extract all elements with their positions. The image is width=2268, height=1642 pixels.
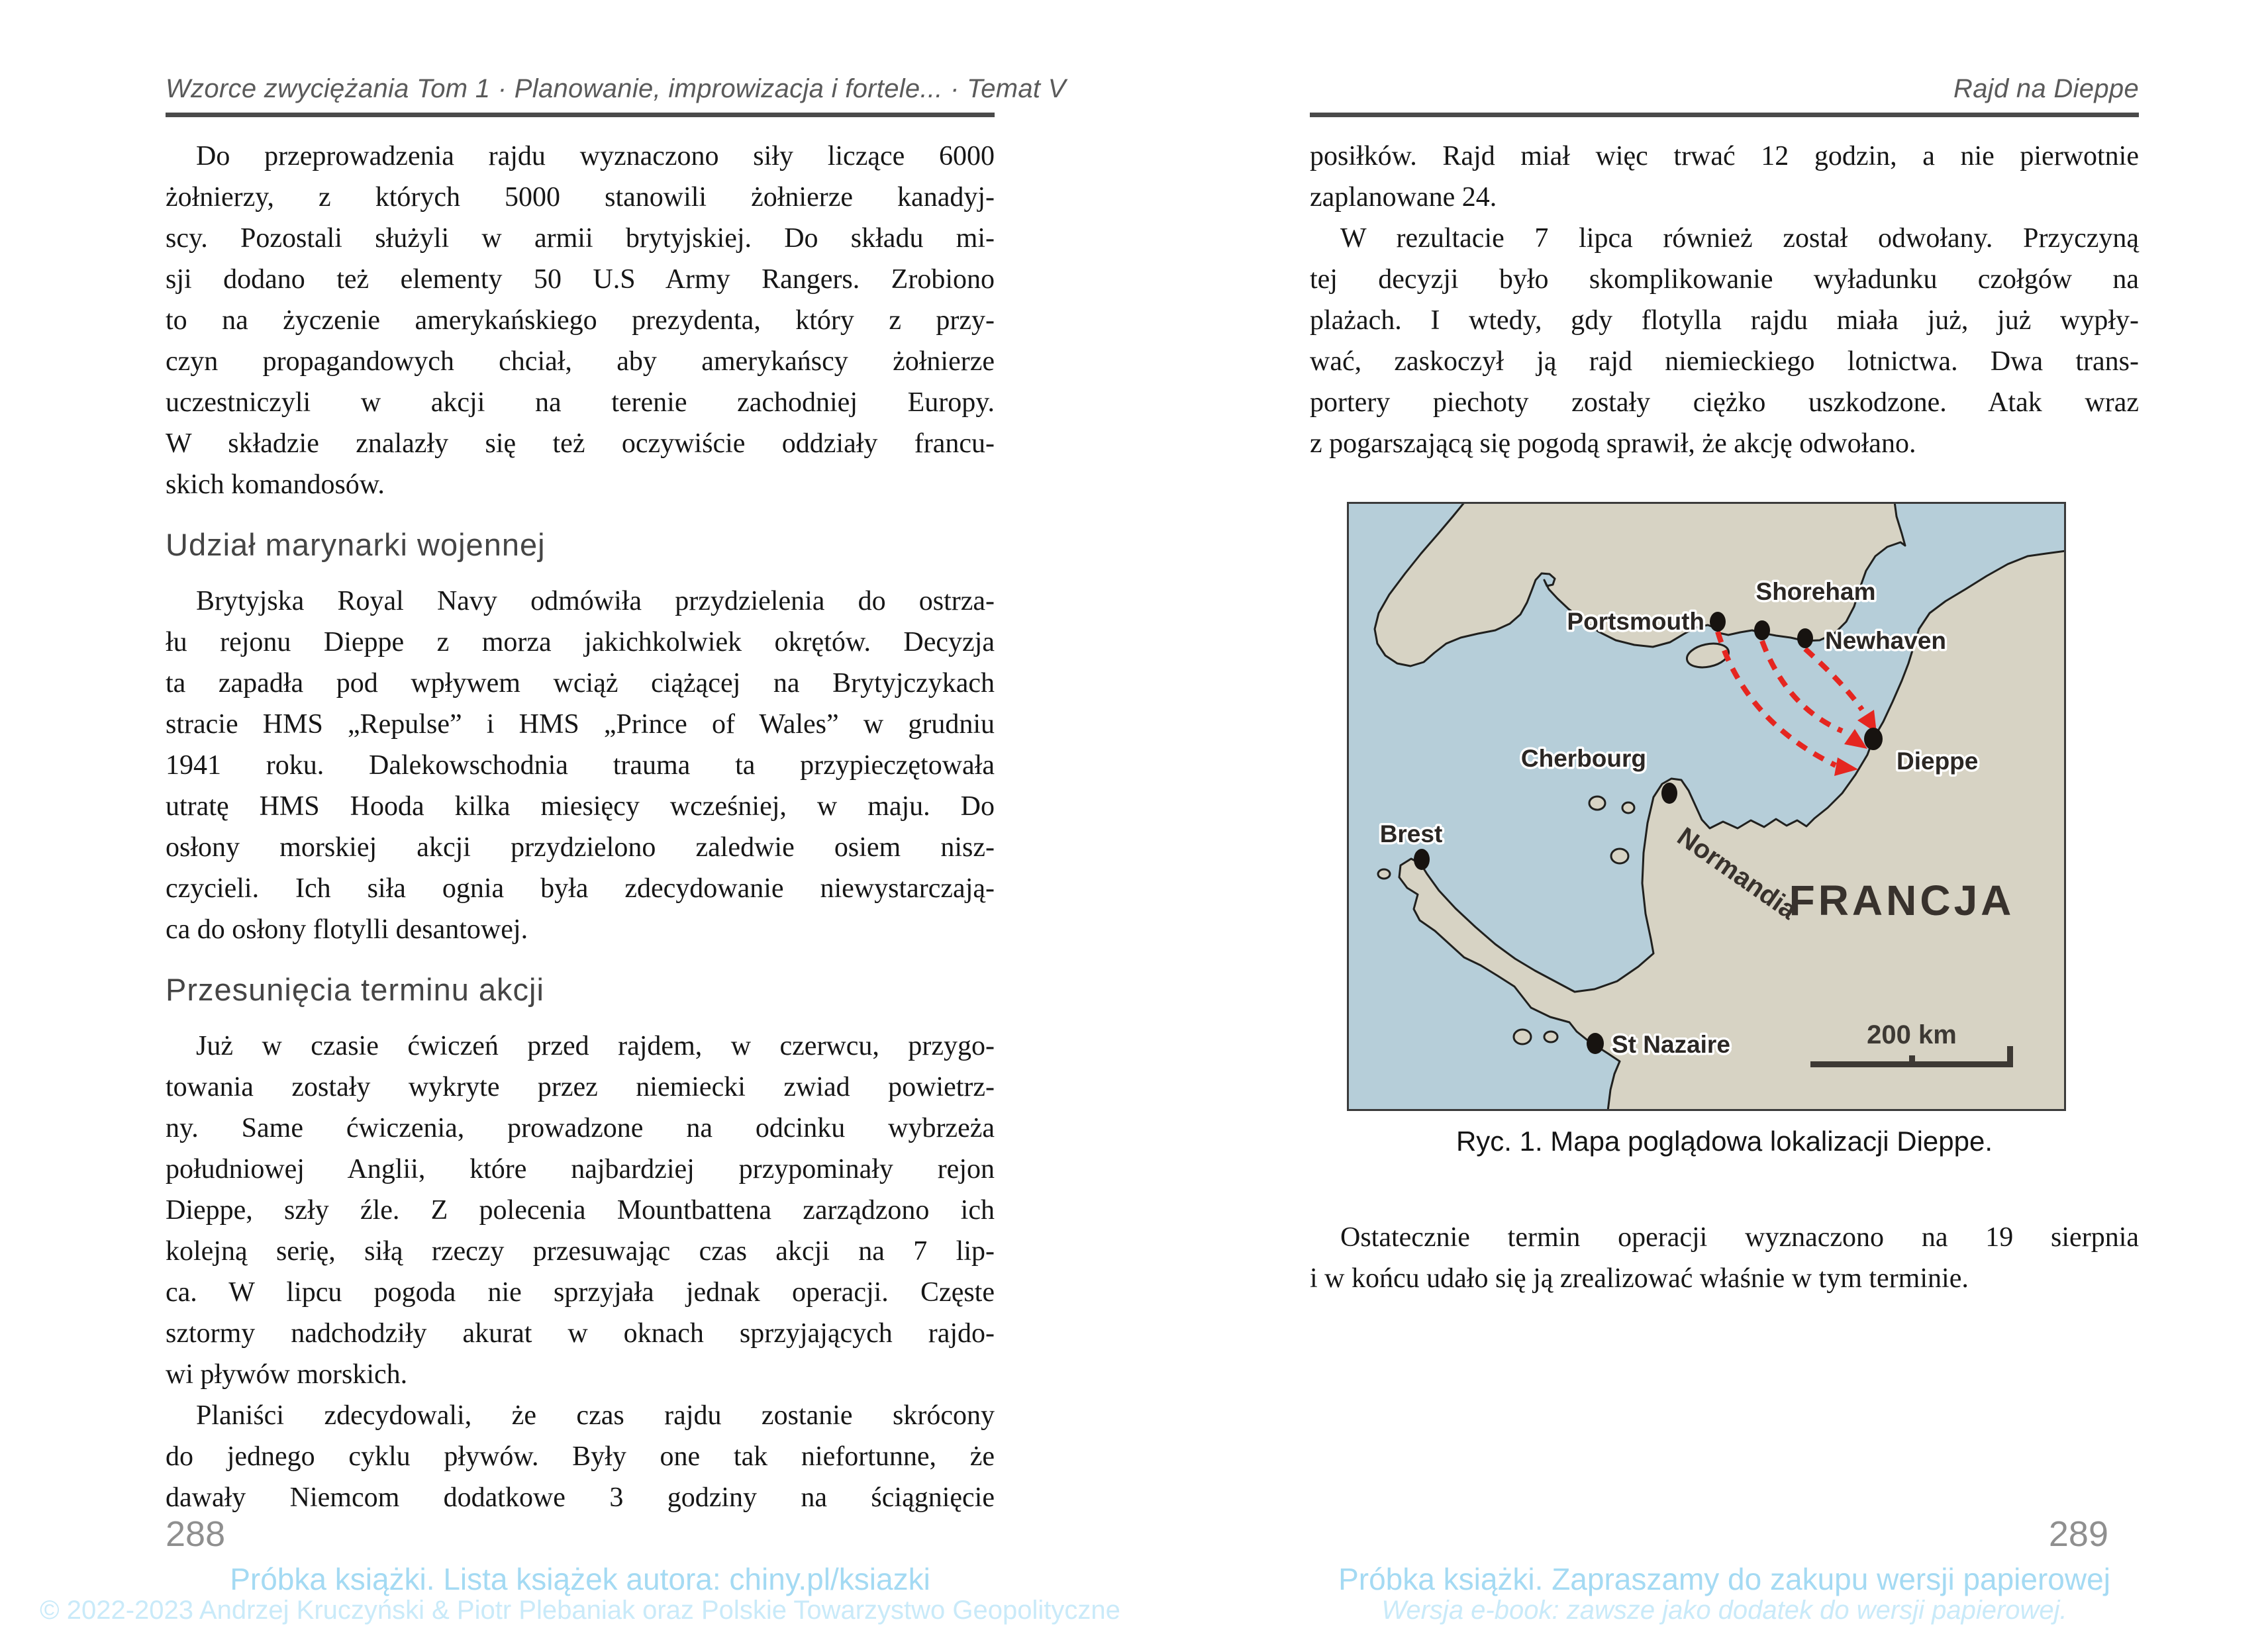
running-header-left: Wzorce zwyciężania Tom 1 · Planowanie, improwizacja i fortele... · Temat V — [166, 74, 1066, 103]
text-line: Brytyjska Royal Navy odmówiła przydzielenia do ostrza- — [196, 586, 995, 616]
text-line: ta zapadła pod wpływem wciąż ciążącej na Brytyjczykach — [166, 668, 995, 699]
map-label-portsmouth: Portsmouth — [1567, 608, 1704, 635]
footer-copyright-left: © 2022-2023 Andrzej Kruczyński & Piotr Plebaniak oraz Polskie Towarzystwo Geopolityczne — [40, 1596, 1120, 1625]
map-label-francja: FRANCJA — [1789, 877, 2015, 924]
text-line: Planiści zdecydowali, że czas rajdu zostanie skrócony — [196, 1400, 995, 1431]
city-dot-newhaven — [1797, 628, 1813, 648]
text-line: posiłków. Rajd miał więc trwać 12 godzin, a nie pierwotnie — [1310, 141, 2139, 171]
text-line: W rezultacie 7 lipca również został odwołany. Przyczyną — [1340, 223, 2139, 254]
city-dot-shoreham — [1754, 620, 1770, 640]
text-line: żołnierzy, z których 5000 stanowili żołnierze kanadyj- — [166, 182, 995, 213]
text-line: czyn propagandowych chciał, aby amerykańscy żołnierze — [166, 346, 995, 377]
text-line: stracie HMS „Repulse” i HMS „Prince of Wales” w grudniu — [166, 709, 995, 740]
text-line: wi pływów morskich. — [166, 1359, 408, 1390]
map-figure — [1347, 502, 2066, 1111]
text-line: ny. Same ćwiczenia, prowadzone na odcinku wybrzeża — [166, 1113, 995, 1143]
text-line: kolejną serię, siłą rzeczy przesuwając czas akcji na 7 lip- — [166, 1236, 995, 1267]
city-dot-portsmouth — [1710, 612, 1726, 632]
footer-sample-note-left: Próbka książki. Lista książek autora: chiny.pl/ksiazki — [230, 1562, 930, 1596]
running-header-right: Rajd na Dieppe — [1953, 74, 2139, 103]
city-dot-st-nazaire — [1587, 1033, 1604, 1054]
map-label-brest: Brest — [1379, 820, 1443, 847]
map-label-newhaven: Newhaven — [1825, 627, 1947, 654]
text-line: dawały Niemcom dodatkowe 3 godziny na ściągnięcie — [166, 1482, 995, 1513]
paragraph — [1310, 136, 2139, 218]
small-island — [1378, 869, 1390, 879]
paragraph — [1310, 218, 2139, 464]
right-page — [1310, 0, 2139, 1642]
text-line: z pogarszającą się pogodą sprawił, że akcję odwołano. — [1310, 428, 1916, 459]
text-line: scy. Pozostali służyli w armii brytyjskiej. Do składu mi- — [166, 223, 995, 254]
text-line: do jednego cyklu pływów. Były one tak niefortunne, że — [166, 1441, 995, 1472]
right-body-text-bottom — [1310, 1217, 2139, 1299]
map-label-st-nazaire: St Nazaire — [1612, 1031, 1730, 1058]
map-label-normandia: Normandia — [1671, 822, 1802, 926]
text-line: to na życzenie amerykańskiego prezydenta, który z przy- — [166, 305, 995, 336]
text-line: osłony morskiej akcji przydzielono zaledwie osiem nisz- — [166, 832, 995, 863]
right-body-text-top — [1310, 136, 2139, 464]
map-label-cherbourg: Cherbourg — [1520, 745, 1646, 772]
text-line: portery piechoty zostały ciężko uszkodzone. Atak wraz — [1310, 387, 2139, 418]
left-body-text — [166, 136, 995, 1518]
text-line: ca. W lipcu pogoda nie sprzyjała jednak operacji. Częste — [166, 1277, 995, 1308]
text-line: czycieli. Ich siła ognia była zdecydowanie niewystarczają- — [166, 873, 995, 904]
small-island — [1514, 1030, 1531, 1044]
text-line: sji dodano też elementy 50 U.S Army Rangers. Zrobiono — [166, 264, 995, 295]
city-dot-brest — [1414, 849, 1430, 870]
text-line: W składzie znalazły się też oczywiście oddziały francu- — [166, 428, 995, 459]
text-line: sztormy nadchodziły akurat w oknach sprzyjających rajdo- — [166, 1318, 995, 1349]
footer-ebook-note-right: Wersja e-book: zawsze jako dodatek do wersji papierowej. — [1381, 1596, 2067, 1625]
city-dot-cherbourg — [1661, 783, 1677, 804]
page-number-left: 288 — [166, 1514, 226, 1554]
header-rule-left — [166, 113, 995, 117]
channel-island — [1589, 797, 1605, 810]
paragraph — [166, 136, 995, 505]
text-line: Dieppe, szły źle. Z polecenia Mountbattena zarządzono ich — [166, 1195, 995, 1226]
city-dot-dieppe — [1864, 728, 1883, 750]
channel-island — [1622, 802, 1634, 813]
text-line: 1941 roku. Dalekowschodnia trauma ta przypieczętowała — [166, 750, 995, 781]
small-island — [1544, 1032, 1557, 1042]
text-line: łu rejonu Dieppe z morza jakichkolwiek okrętów. Decyzja — [166, 627, 995, 657]
text-line: utratę HMS Hooda kilka miesięcy wcześniej, w maju. Do — [166, 791, 995, 822]
paragraph — [166, 1026, 995, 1395]
page-number-right: 289 — [2048, 1514, 2108, 1554]
left-page — [40, 0, 1120, 1642]
paragraph — [166, 581, 995, 950]
channel-island — [1611, 849, 1628, 863]
text-line: i w końcu udało się ją zrealizować właśnie w tym terminie. — [1310, 1263, 1969, 1294]
text-line: Do przeprowadzenia rajdu wyznaczono siły liczące 6000 — [196, 141, 995, 171]
text-line: towania zostały wykryte przez niemiecki zwiad powietrz- — [166, 1072, 995, 1102]
footer-sample-note-right: Próbka książki. Zapraszamy do zakupu wersji papierowej — [1338, 1562, 2110, 1596]
text-line: wać, zaskoczył ją rajd niemieckiego lotnictwa. Dwa trans- — [1310, 346, 2139, 377]
section-heading-navy: Udział marynarki wojennej — [166, 527, 546, 562]
header-rule-right — [1310, 113, 2139, 117]
text-line: zaplanowane 24. — [1310, 182, 1497, 213]
paragraph — [166, 1395, 995, 1518]
text-line: uczestniczyli w akcji na terenie zachodniej Europy. — [166, 387, 995, 418]
dieppe-map — [1347, 502, 2066, 1111]
text-line: Już w czasie ćwiczeń przed rajdem, w czerwcu, przygo- — [196, 1031, 995, 1061]
text-line: tej decyzji było skomplikowanie wyładunku czołgów na — [1310, 264, 2139, 295]
figure-caption: Ryc. 1. Mapa poglądowa lokalizacji Dieppe. — [1455, 1126, 1993, 1157]
section-heading-delays: Przesunięcia terminu akcji — [166, 972, 544, 1007]
map-label-shoreham: Shoreham — [1755, 578, 1876, 605]
map-scale-label: 200 km — [1867, 1020, 1957, 1049]
paragraph — [1310, 1217, 2139, 1299]
text-line: Ostatecznie termin operacji wyznaczono na 19 sierpnia — [1340, 1222, 2139, 1253]
text-line: ca do osłony flotylli desantowej. — [166, 914, 528, 945]
text-line: plażach. I wtedy, gdy flotylla rajdu miała już, już wypły- — [1310, 305, 2139, 336]
map-label-dieppe: Dieppe — [1897, 748, 1979, 775]
text-line: południowej Anglii, które najbardziej przypominały rejon — [166, 1154, 995, 1184]
text-line: skich komandosów. — [166, 469, 385, 500]
